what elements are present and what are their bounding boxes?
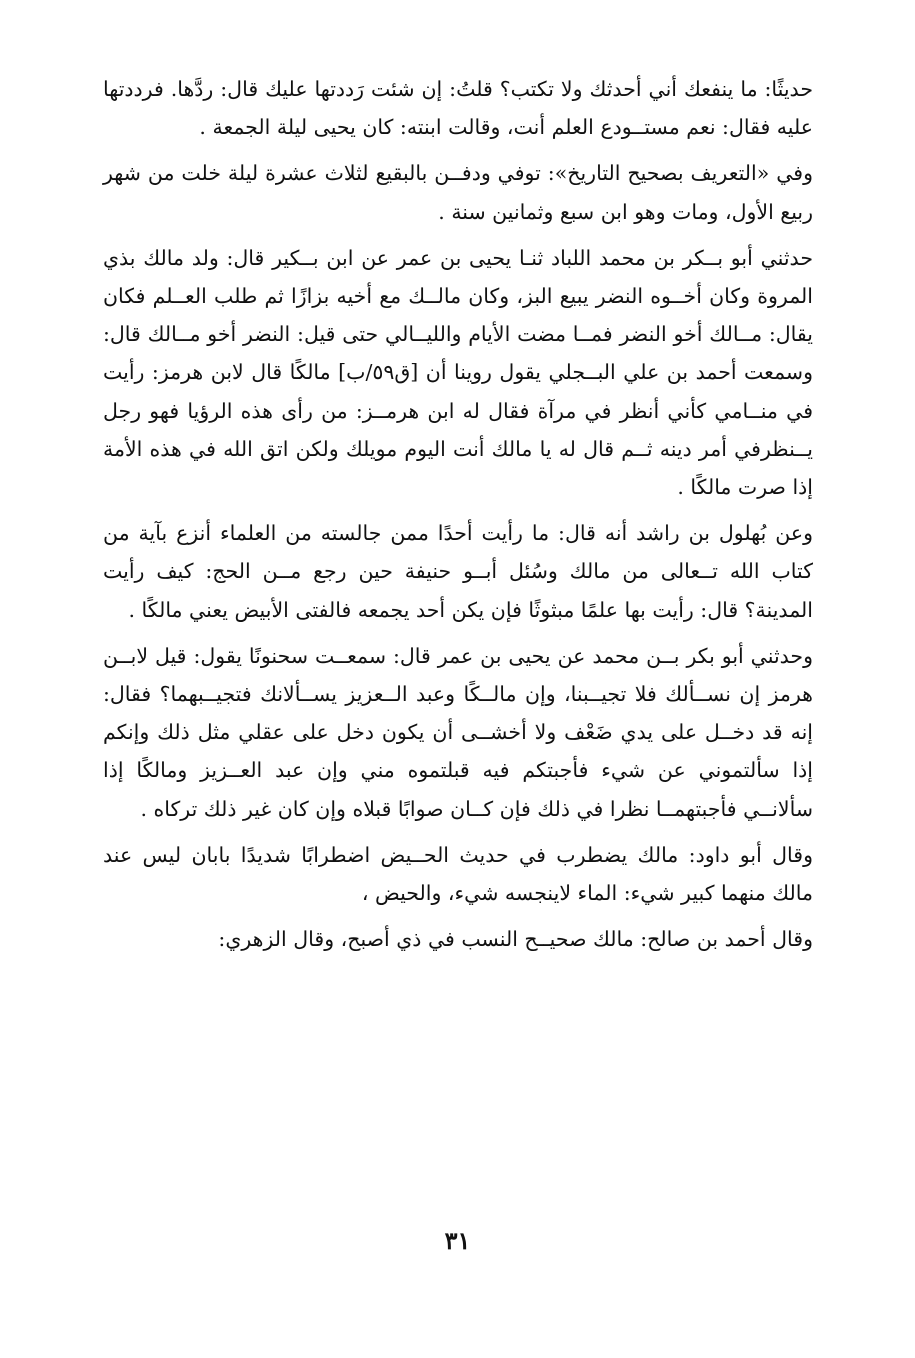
body-text: [103, 70, 813, 966]
paragraph-1: حديثًا: ما ينفعك أني أحدثك ولا تكتب؟ قلتُ: إن شئت رَددتها عليك قال: ردَّها. فرددتها عليه فقال: نعم مستــودع العلم أنت، وقالت ابنته: كان يحيى ليلة الجمعة .: [103, 77, 813, 140]
paragraph-5: وحدثني أبو بكر بــن محمد عن يحيى بن عمر قال: سمعــت سحنونًا يقول: قيل لابــن هرمز إن نســألك فلا تجيــبنا، وإن مالــكًا وعبد الــعزيز يســألانك فتجيــبهما؟ فقال: إنه قد دخــل على يدي ضَعْف ولا أخشــى أن يكون دخل على عقلي مثل ذلك وإنكم إذا سألتموني عن شيء فأجبتكم فيه قبلتموه مني وإن عبد العــزيز ومالكًا إذا سألانــي فأجبتهمــا نظرا في ذلك فإن كــان صوابًا قبلاه وإن كان غير ذلك تركاه .: [103, 643, 813, 821]
paragraph-4: وعن بُهلول بن راشد أنه قال: ما رأيت أحدًا ممن جالسته من العلماء أنزع بآية من كتاب الله تــعالى من مالك وسُئل أبــو حنيفة حين رجع مــن الحج: كيف رأيت المدينة؟ قال: رأيت بها علمًا مبثوثًا فإن يكن أحد يجمعه فالفتى الأبيض يعني مالكًا .: [103, 521, 813, 622]
page-number: ٣١: [444, 1226, 471, 1255]
paragraph-7: وقال أحمد بن صالح: مالك صحيــح النسب في ذي أصبح، وقال الزهري:: [218, 927, 813, 952]
paragraph-3: حدثني أبو بــكر بن محمد اللباد ثنـا يحيى بن عمر عن ابن بــكير قال: ولد مالك بذي المروة وكان أخــوه النضر يبيع البز، وكان مالــك مع أخيه بزازًا ثم طلب العــلم فكان يقال: مــالك أخو النضر فمــا مضت الأيام والليــالي حتى قيل: النضر أخو مــالك قال: وسمعت أحمد بن علي البــجلي يقول روينا أن [ق٥٩/ب] مالكًا قال لابن هرمز: رأيت في منــامي كأني أنظر في مرآة فقال له ابن هرمــز: من رأى هذه الرؤيا فهو رجل يــنظرفي أمر دينه ثــم قال له يا مالك أنت اليوم مويلك ولكن اتق الله في هذه الأمة إذا صرت مالكًا .: [103, 245, 813, 500]
paragraph-6: وقال أبو داود: مالك يضطرب في حديث الحــيض اضطرابًا شديدًا بابان ليس عند مالك منهما كبير شيء: الماء لاينجسه شيء، والحيض ،: [103, 842, 813, 906]
paragraph-2: وفي «التعريف بصحيح التاريخ»: توفي ودفــن بالبقيع لثلاث عشرة ليلة خلت من شهر ربيع الأول، ومات وهو ابن سبع وثمانين سنة .: [103, 161, 813, 224]
